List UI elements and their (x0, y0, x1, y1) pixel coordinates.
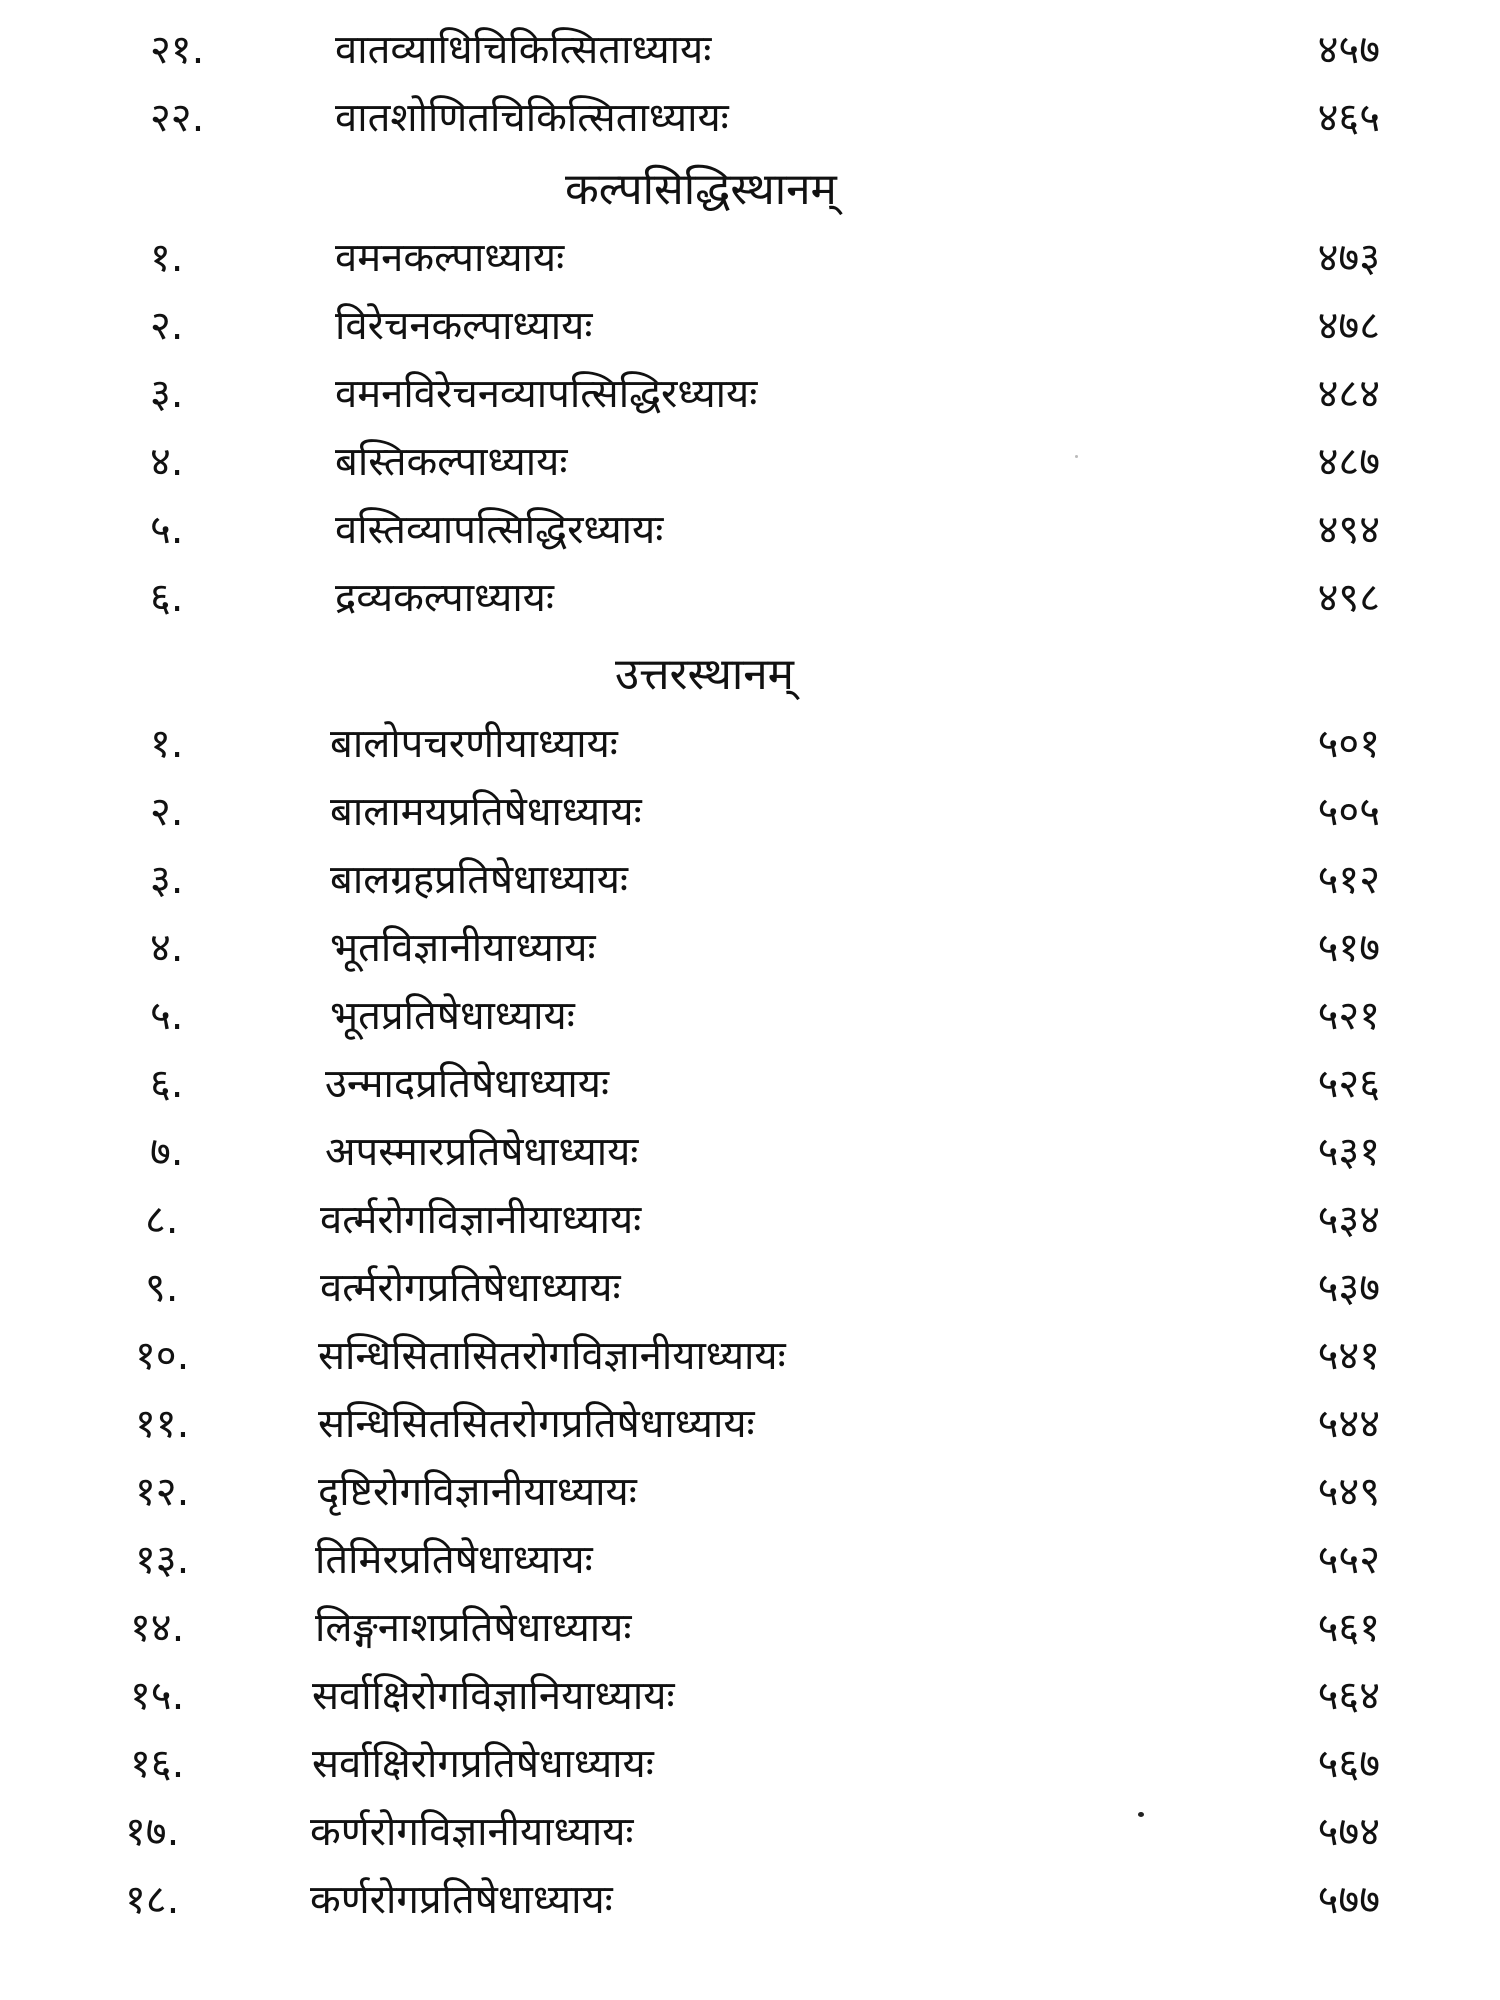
entry-number: ३. (150, 857, 184, 903)
entry-number: ६. (150, 1061, 184, 1107)
entry-number: ११. (135, 1401, 190, 1447)
entry-number: २१. (150, 27, 205, 73)
entry-page-number: ५४४ (1317, 1401, 1380, 1447)
entry-page-number: ५५२ (1317, 1537, 1380, 1583)
scan-speck (1075, 455, 1078, 458)
entry-page-number: ५४१ (1317, 1333, 1380, 1379)
entry-number: ४. (150, 925, 184, 971)
entry-page-number: ५३७ (1317, 1265, 1380, 1311)
entry-page-number: ४५७ (1317, 27, 1380, 73)
entry-page-number: ५३४ (1317, 1197, 1380, 1243)
entry-page-number: ४९८ (1317, 575, 1380, 621)
toc-entry (0, 1598, 1500, 1658)
entry-number: ५. (150, 507, 184, 553)
toc-entry (0, 714, 1500, 774)
entry-number: ४. (150, 439, 184, 485)
toc-entry (0, 1190, 1500, 1250)
entry-page-number: ५०५ (1317, 789, 1380, 835)
entry-page-number: ५२६ (1317, 1061, 1380, 1107)
entry-title: द्रव्यकल्पाध्यायः (335, 575, 554, 621)
section-heading-text: उत्तरस्थानम् (615, 649, 794, 700)
entry-title: बालग्रहप्रतिषेधाध्यायः (330, 857, 628, 903)
entry-number: २२. (150, 95, 205, 141)
toc-entry (0, 1462, 1500, 1522)
section-heading (0, 640, 1500, 710)
entry-title: दृष्टिरोगविज्ञानीयाध्यायः (318, 1469, 637, 1515)
entry-title: बस्तिकल्पाध्यायः (335, 439, 568, 485)
entry-page-number: ५१२ (1317, 857, 1380, 903)
entry-page-number: ४७८ (1317, 303, 1380, 349)
entry-number: ७. (150, 1129, 184, 1175)
section-heading (0, 155, 1500, 225)
entry-title: अपस्मारप्रतिषेधाध्यायः (325, 1129, 639, 1175)
entry-title: सन्धिसितसितरोगप्रतिषेधाध्यायः (318, 1401, 755, 1447)
entry-number: १. (150, 235, 184, 281)
toc-entry (0, 20, 1500, 80)
toc-entry (0, 1326, 1500, 1386)
entry-page-number: ५७७ (1317, 1877, 1380, 1923)
entry-title: विरेचनकल्पाध्यायः (335, 303, 593, 349)
entry-number: १६. (130, 1741, 185, 1787)
entry-title: सन्धिसितासितरोगविज्ञानीयाध्यायः (318, 1333, 786, 1379)
entry-number: ३. (150, 371, 184, 417)
toc-entry (0, 432, 1500, 492)
toc-entry (0, 1734, 1500, 1794)
toc-entry (0, 782, 1500, 842)
entry-page-number: ४६५ (1317, 95, 1380, 141)
entry-title: तिमिरप्रतिषेधाध्यायः (315, 1537, 593, 1583)
entry-title: लिङ्गनाशप्रतिषेधाध्यायः (315, 1605, 632, 1651)
entry-title: वातशोणितचिकित्सिताध्यायः (335, 95, 729, 141)
toc-entry (0, 918, 1500, 978)
entry-title: बालामयप्रतिषेधाध्यायः (330, 789, 642, 835)
toc-entry (0, 1870, 1500, 1930)
toc-entry (0, 296, 1500, 356)
entry-page-number: ५३१ (1317, 1129, 1380, 1175)
toc-entry (0, 228, 1500, 288)
toc-entry (0, 1054, 1500, 1114)
entry-page-number: ५७४ (1317, 1809, 1380, 1855)
entry-number: ६. (150, 575, 184, 621)
entry-title: वस्तिव्यापत्सिद्धिरध्यायः (335, 507, 664, 553)
entry-title: सर्वाक्षिरोगप्रतिषेधाध्यायः (312, 1741, 654, 1787)
toc-entry (0, 364, 1500, 424)
entry-page-number: ५६४ (1317, 1673, 1380, 1719)
entry-number: १७. (125, 1809, 180, 1855)
entry-page-number: ४८४ (1317, 371, 1380, 417)
toc-entry (0, 1530, 1500, 1590)
entry-page-number: ५०१ (1317, 721, 1380, 767)
entry-number: २. (150, 303, 184, 349)
entry-number: १. (150, 721, 184, 767)
entry-page-number: ५१७ (1317, 925, 1380, 971)
entry-title: कर्णरोगविज्ञानीयाध्यायः (310, 1809, 634, 1855)
entry-page-number: ४७३ (1317, 235, 1380, 281)
entry-title: बालोपचरणीयाध्यायः (330, 721, 618, 767)
entry-title: वातव्याधिचिकित्सिताध्यायः (335, 27, 712, 73)
entry-page-number: ४८७ (1317, 439, 1380, 485)
entry-number: १३. (135, 1537, 190, 1583)
toc-entry (0, 500, 1500, 560)
entry-title: सर्वाक्षिरोगविज्ञानियाध्यायः (312, 1673, 675, 1719)
entry-number: ८. (145, 1197, 179, 1243)
toc-entry (0, 1122, 1500, 1182)
toc-entry (0, 1666, 1500, 1726)
entry-page-number: ४९४ (1317, 507, 1380, 553)
entry-title: उन्मादप्रतिषेधाध्यायः (325, 1061, 610, 1107)
entry-title: भूतप्रतिषेधाध्यायः (330, 993, 575, 1039)
scan-speck (1138, 1812, 1144, 1817)
entry-page-number: ५६७ (1317, 1741, 1380, 1787)
entry-number: १४. (130, 1605, 185, 1651)
entry-title: वमनकल्पाध्यायः (335, 235, 565, 281)
entry-page-number: ५४९ (1317, 1469, 1380, 1515)
entry-number: १२. (135, 1469, 190, 1515)
entry-title: वमनविरेचनव्यापत्सिद्धिरध्यायः (335, 371, 758, 417)
entry-title: भूतविज्ञानीयाध्यायः (330, 925, 596, 971)
entry-number: १५. (130, 1673, 185, 1719)
entry-page-number: ५२१ (1317, 993, 1380, 1039)
entry-title: कर्णरोगप्रतिषेधाध्यायः (310, 1877, 613, 1923)
toc-entry (0, 850, 1500, 910)
entry-title: वर्त्मरोगविज्ञानीयाध्यायः (320, 1197, 642, 1243)
toc-entry (0, 568, 1500, 628)
toc-entry (0, 1802, 1500, 1862)
toc-entry (0, 88, 1500, 148)
entry-number: ५. (150, 993, 184, 1039)
entry-number: १०. (135, 1333, 190, 1379)
entry-page-number: ५६१ (1317, 1605, 1380, 1651)
entry-number: १८. (125, 1877, 180, 1923)
entry-number: ९. (145, 1265, 179, 1311)
entry-number: २. (150, 789, 184, 835)
section-heading-text: कल्पसिद्धिस्थानम् (565, 164, 837, 215)
toc-entry (0, 986, 1500, 1046)
toc-entry (0, 1258, 1500, 1318)
toc-entry (0, 1394, 1500, 1454)
entry-title: वर्त्मरोगप्रतिषेधाध्यायः (320, 1265, 621, 1311)
